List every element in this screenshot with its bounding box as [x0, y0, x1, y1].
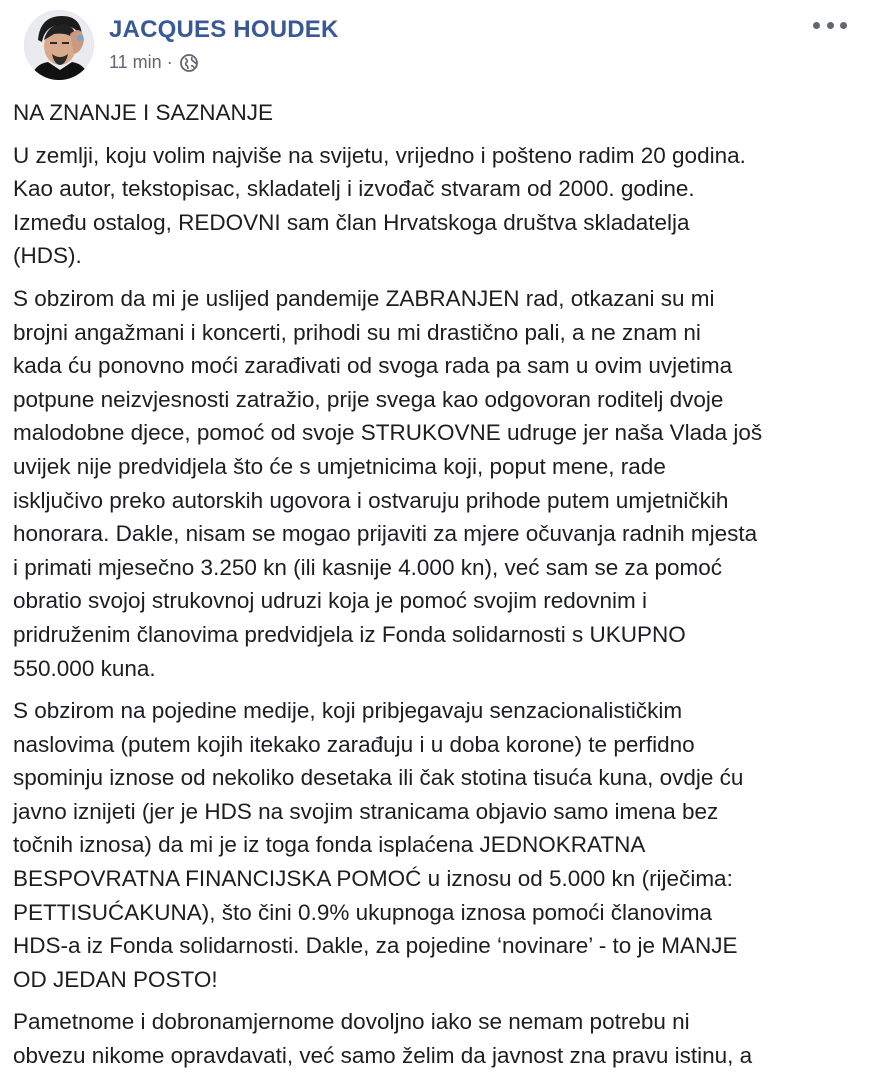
- post-body: [13, 96, 853, 1080]
- meta-separator: ·: [166, 52, 173, 72]
- more-dot: [813, 22, 820, 29]
- more-options-icon[interactable]: [813, 12, 847, 38]
- post-paragraph: NA ZNANJE I SAZNANJE: [13, 100, 274, 125]
- more-dot: [840, 22, 847, 29]
- post-paragraph: U zemlji, koju volim najviše na svijetu, vrijedno i pošteno radim 20 godina. Kao autor, tekstopisac, skladatelj i izvođač stvaram od 2000. godine. Između ostalog, REDOVNI sam član Hrvatskoga društva skladatelja (HDS).: [13, 142, 746, 269]
- more-dot: [827, 22, 834, 29]
- post-paragraph: S obzirom da mi je uslijed pandemije ZABRANJEN rad, otkazani su mi brojni angažmani i koncerti, prihodi su mi drastično pali, a ne znam ni kada ću ponovno moći zarađivati od svoga rada pa sam u ovim uvjetima potpune neizvjesnosti zatražio, prije svega kao odgovoran roditelj dvoje malodobne djece, pomoć od svoje STRUKOVNE udruge jer naša Vlada još uvijek nije predvidjela što će s umjetnicima koji, poput mene, rade isključivo preko autorskih ugovora i ostvaruju prihode putem umjetničkih honorara. Dakle, nisam se mogao prijaviti za mjere očuvanja radnih mjesta i primati mjesečno 3.250 kn (ili kasnije 4.000 kn), već sam se za pomoć obratio svojoj strukovnoj udruzi koja je pomoć svojim redovnim i pridruženim članovima predvidjela iz Fonda solidarnosti s UKUPNO 550.000 kuna.: [13, 285, 763, 681]
- post-header: [12, 0, 861, 96]
- author-avatar[interactable]: [24, 10, 94, 80]
- author-name[interactable]: JACQUES HOUDEK: [109, 16, 339, 43]
- post-meta: [109, 52, 199, 73]
- post-paragraph: S obzirom na pojedine medije, koji pribjegavaju senzacionalističkim naslovima (putem kojih itekako zarađuju i u doba korone) te perfidno spominju iznose od nekoliko desetaka ili čak stotina tisuća kuna, ovdje ću javno iznijeti (jer je HDS na svojim stranicama objavio samo imena bez točnih iznosa) da mi je iz toga fonda isplaćena JEDNOKRATNA BESPOVRATNA FINANCIJSKA POMOĆ u iznosu od 5.000 kn (riječima: PETTISUĆAKUNA), što čini 0.9% ukupnoga iznosa pomoći članovima HDS-a iz Fonda solidarnosti. Dakle, za pojedine ‘novinare’ - to je MANJE OD JEDAN POSTO!: [13, 698, 744, 992]
- post-paragraph: Pametnome i dobronamjernome dovoljno iako se nemam potrebu ni obvezu nikome opravdavati, već samo želim da javnost zna pravu istinu, a: [13, 1009, 753, 1069]
- avatar-photo: [24, 10, 94, 80]
- post-time[interactable]: 11 min: [109, 52, 162, 72]
- globe-icon[interactable]: [179, 53, 199, 73]
